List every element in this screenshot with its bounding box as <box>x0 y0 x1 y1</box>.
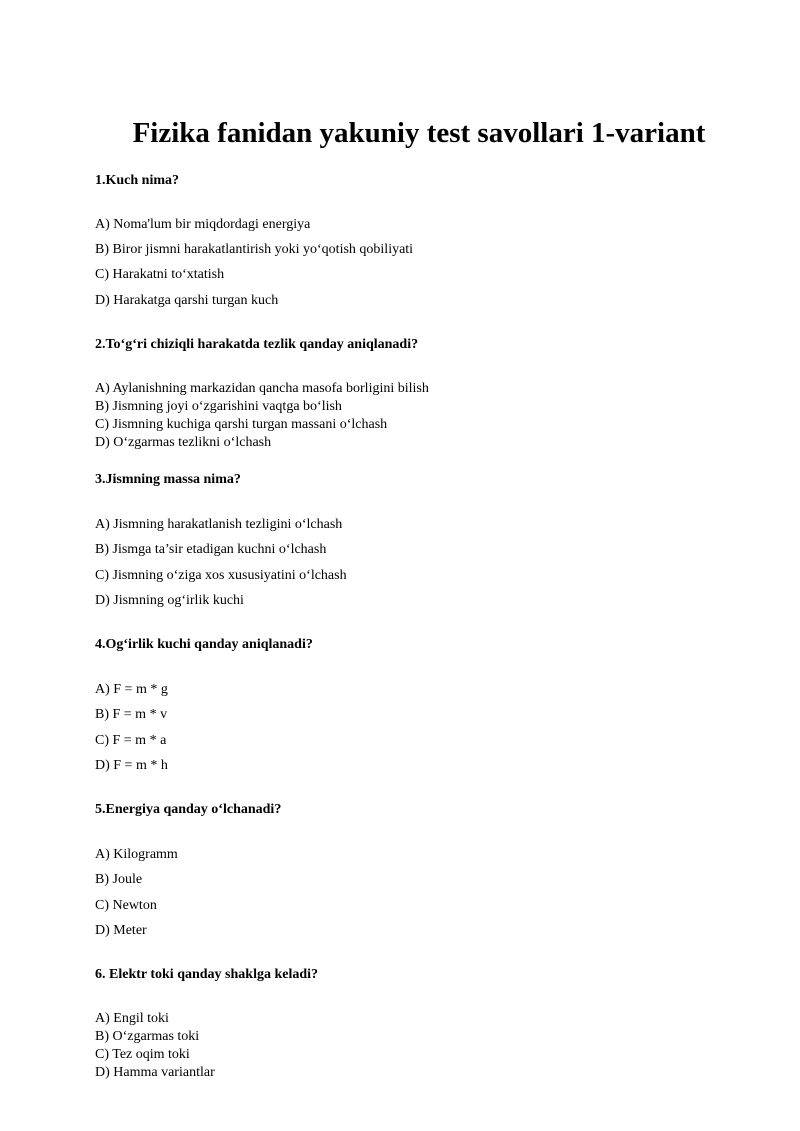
page-title: Fizika fanidan yakuniy test savollari 1-variant <box>132 117 706 149</box>
question-1-option-b: B) Biror jismni harakatlantirish yoki yo‘qotish qobiliyati <box>95 242 414 257</box>
question-1-text: 1.Kuch nima? <box>95 173 180 188</box>
question-2-option-a: A) Aylanishning markazidan qancha masofa borligini bilish <box>95 381 429 396</box>
question-4-option-a: A) F = m * g <box>95 682 168 697</box>
question-6-text: 6. Elektr toki qanday shaklga keladi? <box>95 967 319 982</box>
question-2-option-b: B) Jismning joyi o‘zgarishini vaqtga bo‘lish <box>95 399 342 414</box>
question-2-option-d: D) O‘zgarmas tezlikni o‘lchash <box>95 435 272 450</box>
question-4-option-b: B) F = m * v <box>95 707 168 722</box>
question-3-text: 3.Jismning massa nima? <box>95 472 241 487</box>
question-1-option-d: D) Harakatga qarshi turgan kuch <box>95 293 279 308</box>
question-1-option-c: C) Harakatni to‘xtatish <box>95 267 225 282</box>
question-4-text: 4.Og‘irlik kuchi qanday aniqlanadi? <box>95 637 313 652</box>
question-2-option-c: C) Jismning kuchiga qarshi turgan massani o‘lchash <box>95 417 388 432</box>
question-3-option-d: D) Jismning og‘irlik kuchi <box>95 593 244 608</box>
question-6-option-c: C) Tez oqim toki <box>95 1047 190 1062</box>
question-3-option-a: A) Jismning harakatlanish tezligini o‘lchash <box>95 517 343 532</box>
question-4-option-d: D) F = m * h <box>95 758 168 773</box>
question-5-option-a: A) Kilogramm <box>95 847 178 862</box>
question-4-option-c: C) F = m * a <box>95 733 167 748</box>
question-3-option-c: C) Jismning o‘ziga xos xususiyatini o‘lchash <box>95 568 347 583</box>
question-6-option-d: D) Hamma variantlar <box>95 1065 215 1080</box>
question-5-option-b: B) Joule <box>95 872 143 887</box>
question-2-text: 2.To‘g‘ri chiziqli harakatda tezlik qanday aniqlanadi? <box>95 337 419 352</box>
question-6-option-a: A) Engil toki <box>95 1011 169 1026</box>
question-5-option-c: C) Newton <box>95 898 157 913</box>
question-1-option-a: A) Noma'lum bir miqdordagi energiya <box>95 217 311 232</box>
question-5-text: 5.Energiya qanday o‘lchanadi? <box>95 802 282 817</box>
question-3-option-b: B) Jismga ta’sir etadigan kuchni o‘lchash <box>95 542 327 557</box>
question-5-option-d: D) Meter <box>95 923 147 938</box>
question-6-option-b: B) O‘zgarmas toki <box>95 1029 200 1044</box>
